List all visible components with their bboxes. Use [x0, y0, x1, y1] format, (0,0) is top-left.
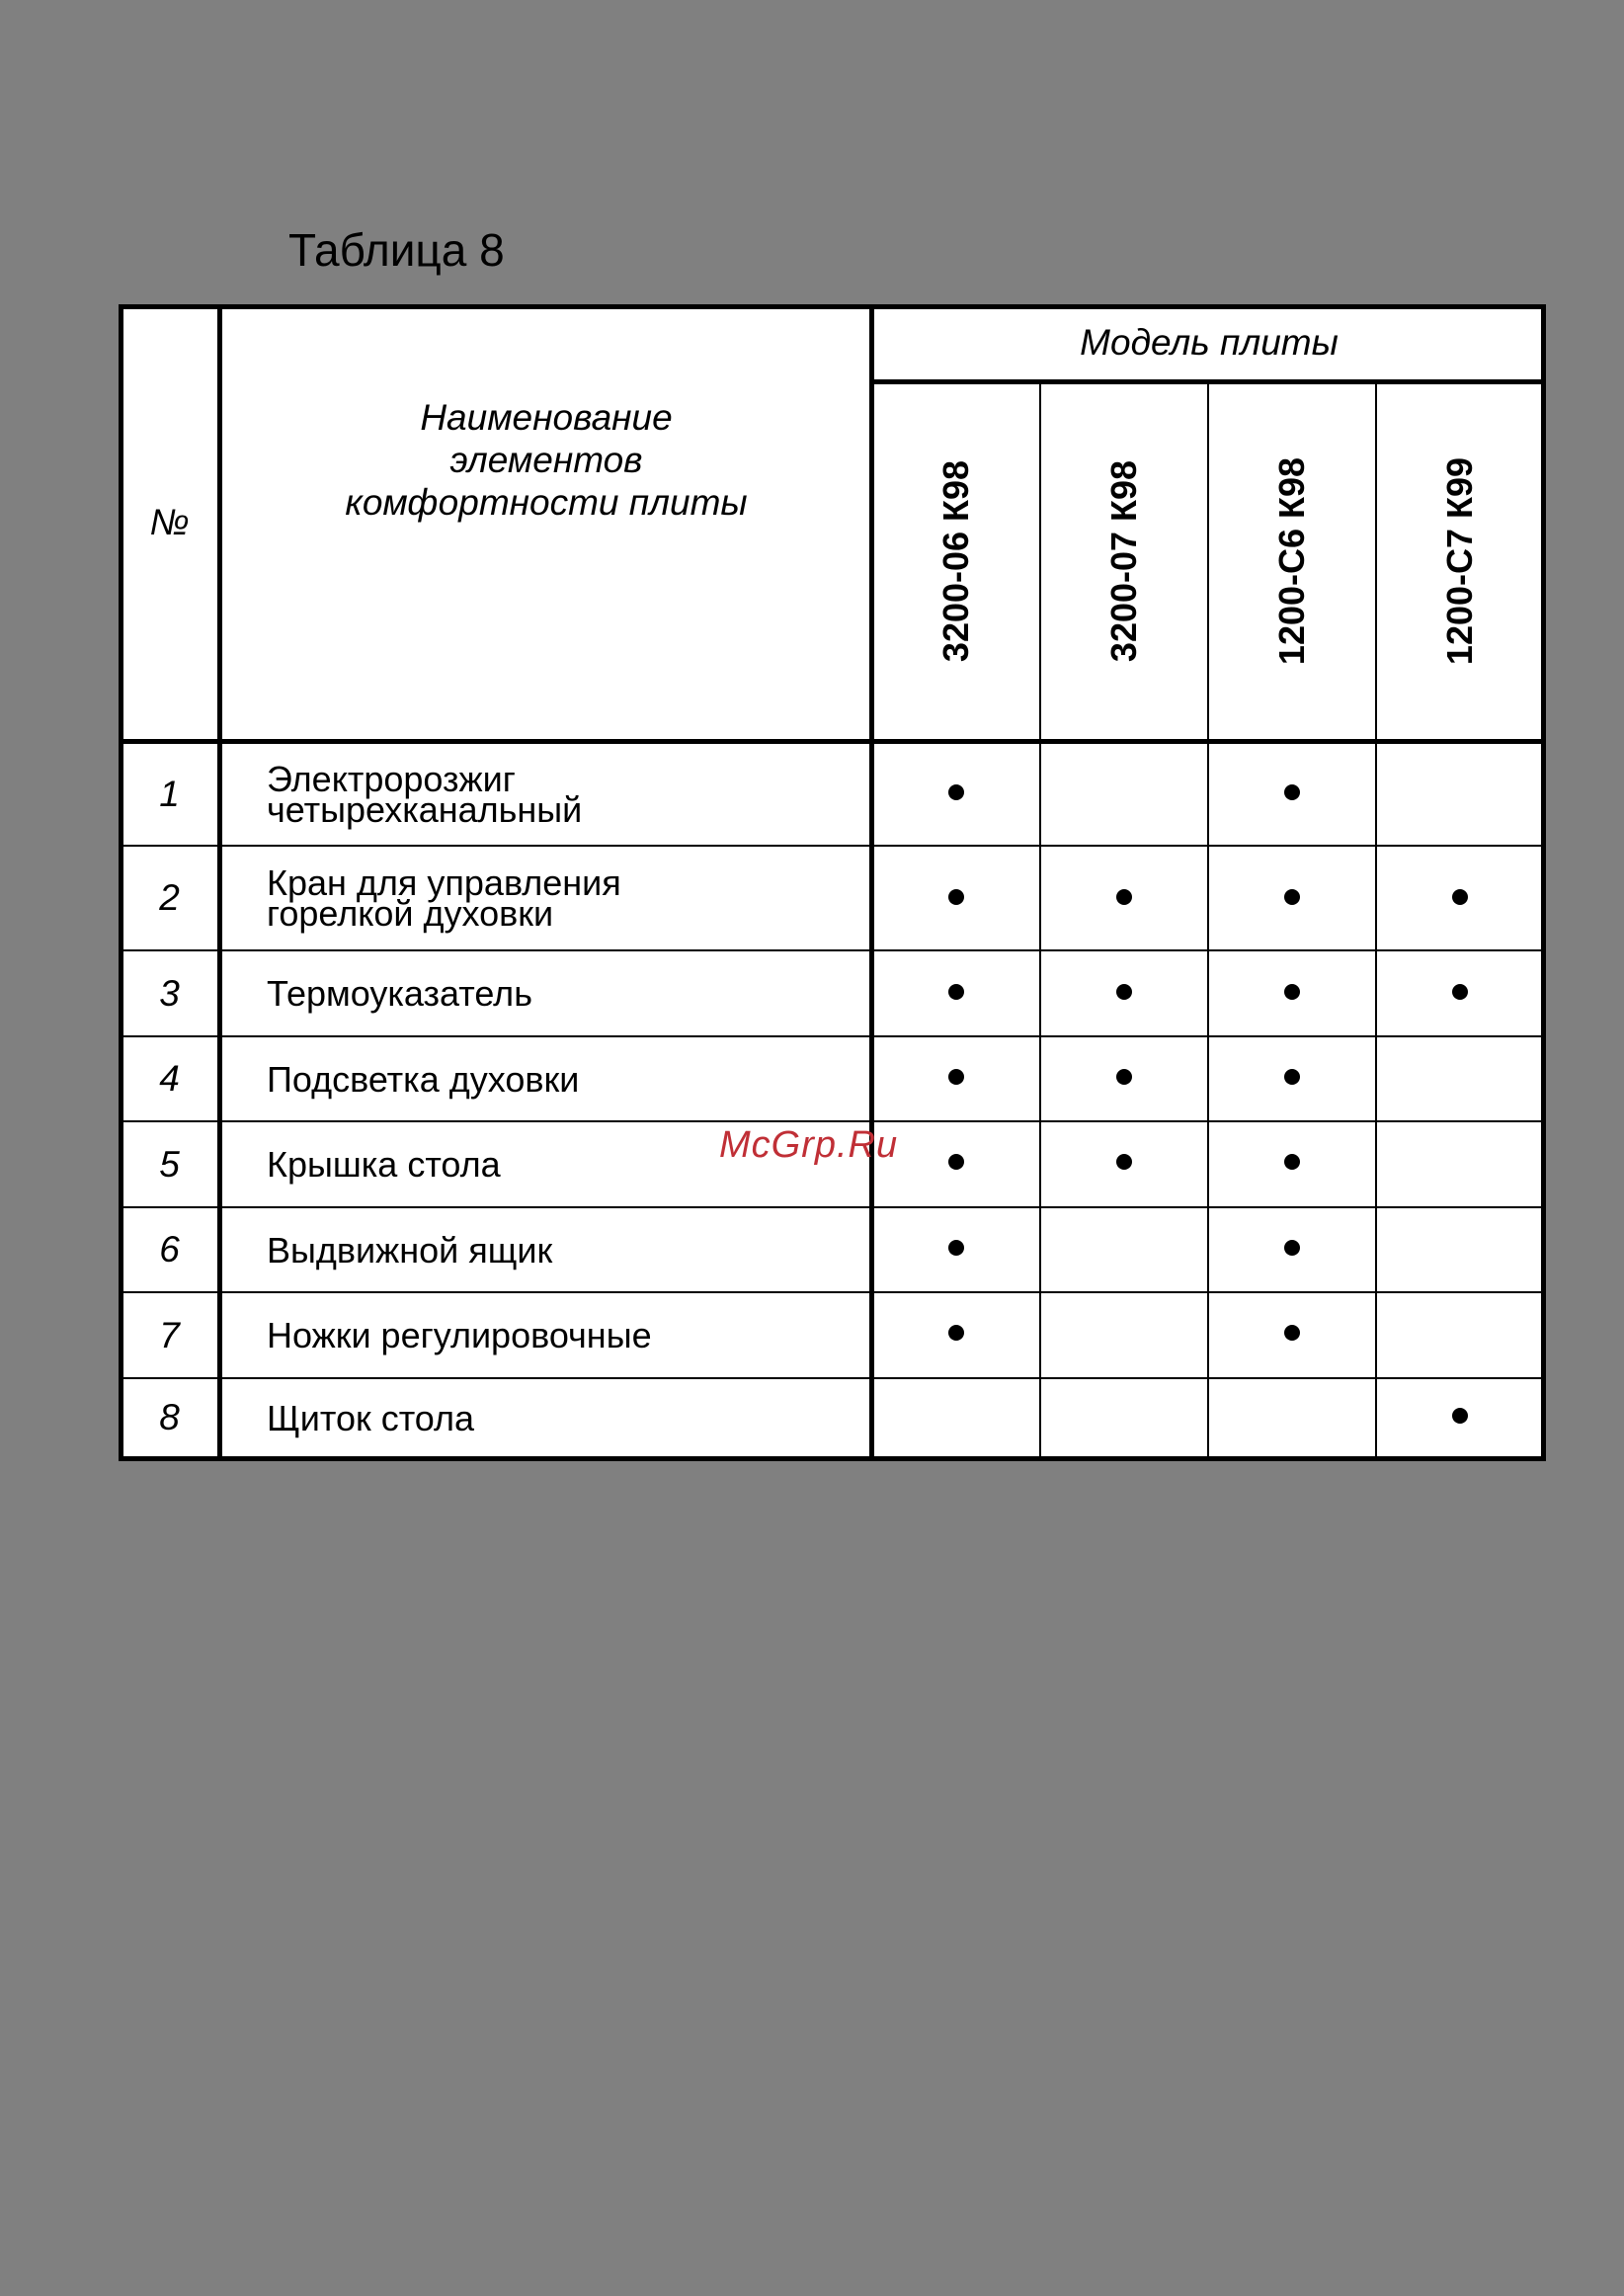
row-element-name [267, 847, 859, 949]
availability-dot [1116, 984, 1132, 1000]
availability-dot [1284, 984, 1300, 1000]
table-border-bottom [119, 1456, 1546, 1461]
availability-dot [948, 1154, 964, 1170]
row-name-line: Выдвижной ящик [267, 1229, 553, 1271]
availability-dot [948, 1069, 964, 1085]
row-name-line: Ножки регулировочные [267, 1315, 652, 1355]
header-model-cell [1376, 381, 1544, 741]
row-name-line: Термоуказатель [267, 973, 532, 1014]
availability-dot [1284, 1154, 1300, 1170]
availability-dot [1116, 1069, 1132, 1085]
row-element-name [267, 1208, 859, 1291]
header-name-line: Наименование [420, 397, 673, 438]
row-element-name [267, 1037, 859, 1120]
availability-dot [948, 984, 964, 1000]
availability-dot [1284, 1325, 1300, 1341]
availability-dot [1284, 889, 1300, 905]
header-model-group: Модель плиты [1080, 322, 1339, 363]
model-label: 3200-06 К98 [935, 459, 976, 663]
watermark: McGrp.Ru [719, 1124, 899, 1166]
row-element-name [267, 744, 859, 845]
availability-dot [1452, 1408, 1468, 1424]
availability-dot [1116, 1154, 1132, 1170]
row-number: 1 [159, 774, 180, 814]
availability-dot [1284, 784, 1300, 800]
availability-dot [1284, 1069, 1300, 1085]
availability-dot [948, 1325, 964, 1341]
row-element-name [267, 1293, 859, 1377]
header-model-cell [1208, 381, 1376, 741]
row-element-name [267, 951, 859, 1035]
row-name-line: Щиток стола [267, 1397, 475, 1438]
header-name-line: элементов [449, 440, 643, 480]
row-name-line: четырехканальный [267, 789, 583, 830]
row-name-line: Электророзжиг [267, 759, 516, 799]
comfort-elements-table [119, 304, 1546, 1461]
header-number: № [149, 502, 190, 542]
model-label: 3200-07 К98 [1103, 459, 1144, 663]
availability-dot [948, 784, 964, 800]
model-label: 1200-С6 К98 [1271, 456, 1312, 666]
row-name-line: Крышка стола [267, 1144, 501, 1185]
row-number: 2 [159, 877, 180, 918]
row-number: 7 [159, 1314, 180, 1355]
row-name-line: горелкой духовки [267, 893, 554, 934]
page-title: Таблица 8 [288, 224, 505, 276]
row-number: 6 [159, 1229, 180, 1270]
availability-dot [1284, 1240, 1300, 1256]
model-label: 1200-С7 К99 [1439, 456, 1480, 666]
row-name-line: Подсветка духовки [267, 1058, 580, 1100]
header-name-line: комфортности плиты [345, 482, 748, 523]
row-element-name [267, 1379, 859, 1456]
row-number: 4 [159, 1058, 180, 1099]
availability-dot [948, 889, 964, 905]
row-number: 5 [159, 1143, 180, 1185]
header-model-cell [872, 381, 1040, 741]
row-name-line: Кран для управления [267, 862, 621, 903]
header-element-name [220, 304, 872, 615]
header-model-cell [1040, 381, 1208, 741]
availability-dot [948, 1240, 964, 1256]
availability-dot [1116, 889, 1132, 905]
availability-dot [1452, 889, 1468, 905]
row-number: 8 [159, 1397, 180, 1437]
availability-dot [1452, 984, 1468, 1000]
row-number: 3 [159, 972, 180, 1014]
